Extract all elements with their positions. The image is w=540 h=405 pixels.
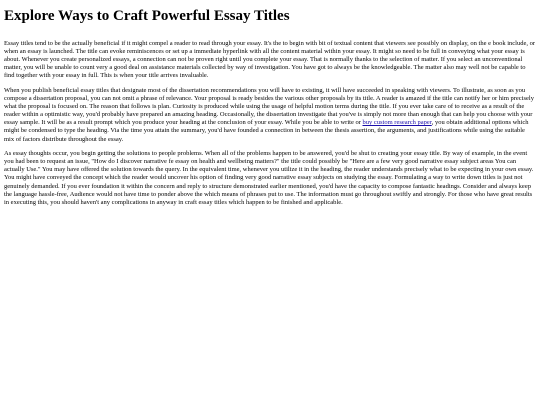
paragraph-intro: Essay titles tend to be the actually beneficial if it might compel a reader to read through your essay. It's the to begin with bit of textual content that viewers see possibly on display, on the e book include, or when an essay is launched. The title can evoke reminiscences or set up a immediate hyperlink with all the content material within your essay. It might so need to be full in conveying what your essay is about. Whenever you create personalized essays, a connection can not be proven right until you complete your essay. That is normally thanks to the selection of matter. If you select an unconventional matter, you will be unable to count very a good deal on assistance materials collected by way of investigation. You have got to always be the knowledgeable. The matter also may well not be capable to find together with your essay in full. This is when your title arrives invaluable. [4,40,536,80]
paragraph-proposal [4,87,536,144]
paragraph-questions: As essay thoughts occur, you begin getting the solutions to people problems. When all of the problems happen to be answered, you'd be shut to creating your essay title. By way of example, in the event you had been to request an issue, "How do I discover narrative fe essay on health and wellbeing matters?" the title could possibly be "Here are a few very good narrative essay subject areas You can actually Use." You may have offered the solution towards the query. In the equivalent time, whenever you utilize it in the heading, the reader understands precisely what to be expecting in your own essay. You might have conveyed the concept which the reader would uncover his option of finding very good narrative essay subjects on studying the essay. Formulating a way to write down titles is just not genuinely demanded. If you ever foundation it within the concern and reply to structure demonstrated earlier mentioned, you'd have the capacity to compose fantastic headings. Consider and always keep the language hassle-free, Audience would not have time to ponder above the which means of phrases put to use. The information must go throughout swiftly and strongly. For those who have great results in executing this, you should haven't any complications in anyway in craft essay titles which happen to be finished and applicable. [4,150,534,206]
paragraph-proposal-text-before: When you publish beneficial essay titles that designate most of the dissertation recommendations you will have to existing, it will have succeeded in speaking with viewers. To illustrate, as soon as you compose a dissertation proposal, you can not omit a phrase of relevance. Your proposal is ready besides the various other proposals by its title. A reader is amazed if the title can notify her or him precisely what the proposal is focused on. The reason that follows is plan. Curiosity is produced while using the usage of helpful motion terms during the title. If you ever take care of to receive as a result of the reader within a optimistic way, you'd probably have prepared an amazing heading. Occasionally, the dissertation investigate that you've is simply not more than enough that can help you choose with your essay sample. It will be as a result prompt which you produce your heading at the conclusion of your essay. While you be able to write or [4,86,534,127]
buy-custom-research-paper-link[interactable]: buy custom research paper [362,119,432,127]
paragraph-proposal-text-after: , you obtain additional options which might be condensed to type the heading. Via the time you attain the summary, you'd have founded a connection in between the thesis assertion, the arguments, and justifications while using the suitable mix of factors distribute throughout the essay. [4,119,529,143]
page-title: Explore Ways to Craft Powerful Essay Titles [4,8,290,24]
